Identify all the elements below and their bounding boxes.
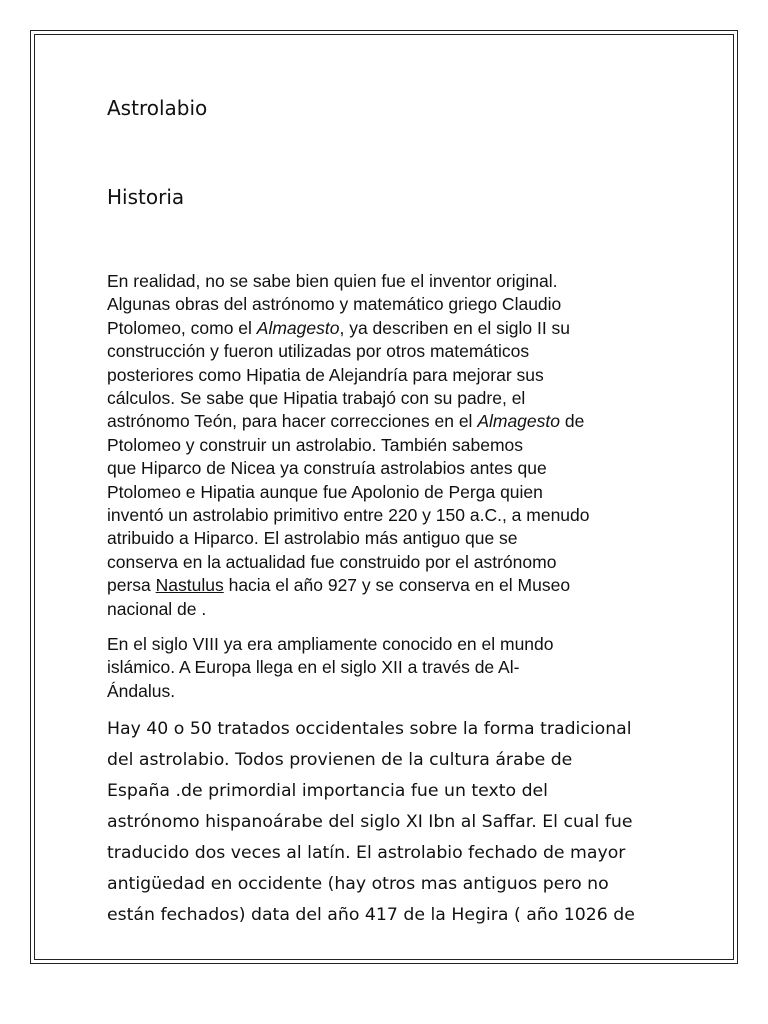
- text-segment: Ptolomeo, como el: [107, 317, 257, 338]
- italic-title: Almagesto: [477, 411, 560, 432]
- text-segment: astrónomo Teón, para hacer correcciones en el: [107, 411, 478, 432]
- text-segment: de: [560, 411, 585, 432]
- text-line: nacional de .: [107, 598, 207, 619]
- text-line: del astrolabio. Todos provienen de la cultura árabe de: [107, 750, 573, 770]
- text-line: [107, 293, 677, 316]
- text-line: islámico. A Europa llega en el siglo XII a través de Al-: [107, 657, 520, 678]
- text-line: construcción y fueron utilizadas por otros matemáticos: [107, 341, 530, 362]
- nastulus-link[interactable]: Nastulus: [155, 575, 224, 596]
- text-line: [107, 317, 677, 340]
- text-line: Ptolomeo y construir un astrolabio. También sabemos: [107, 434, 524, 455]
- text-line: traducido dos veces al latín. El astrolabio fechado de mayor: [107, 843, 626, 863]
- text-segment: Algunas obras del astrónomo y matemático griego Claudio: [107, 294, 562, 315]
- text-line: Ptolomeo e Hipatia aunque fue Apolonio de Perga quien: [107, 481, 543, 502]
- text-line: Hay 40 o 50 tratados occidentales sobre la forma tradicional: [107, 719, 632, 739]
- text-segment: , ya describen en el siglo II su: [339, 317, 571, 338]
- paragraph-2: [107, 633, 677, 703]
- text-line: están fechados) data del año 417 de la Hegira ( año 1026 de: [107, 905, 635, 925]
- text-line: España .de primordial importancia fue un texto del: [107, 781, 548, 801]
- text-line: inventó un astrolabio primitivo entre 220 y 150 a.C., a menudo: [107, 505, 590, 526]
- text-line: En realidad, no se sabe bien quien fue el inventor original.: [107, 271, 558, 291]
- text-line: [107, 574, 677, 597]
- paragraph-3: [107, 714, 677, 931]
- text-segment: hacia el año 927 y se conserva en el Museo: [223, 575, 571, 596]
- text-line: [107, 410, 677, 433]
- text-line: cálculos. Se sabe que Hipatia trabajó con su padre, el: [107, 388, 526, 409]
- text-line: astrónomo hispanoárabe del siglo XI Ibn al Saffar. El cual fue: [107, 812, 633, 832]
- text-line: atribuido a Hiparco. El astrolabio más antiguo que se: [107, 528, 518, 549]
- text-segment: persa: [107, 575, 156, 596]
- text-line: En el siglo VIII ya era ampliamente conocido en el mundo: [107, 634, 554, 654]
- italic-title: Almagesto: [256, 317, 340, 338]
- text-line: posteriores como Hipatia de Alejandría para mejorar sus: [107, 364, 544, 385]
- text-line: que Hiparco de Nicea ya construía astrolabios antes que: [107, 458, 547, 479]
- paragraph-1: [107, 270, 677, 621]
- text-line: Ándalus.: [107, 680, 176, 701]
- text-line: conserva en la actualidad fue construido por el astrónomo: [107, 551, 557, 572]
- text-line: antigüedad en occidente (hay otros mas antiguos pero no: [107, 874, 609, 894]
- document-title: Astrolabio: [107, 96, 208, 120]
- section-heading: Historia: [107, 185, 185, 209]
